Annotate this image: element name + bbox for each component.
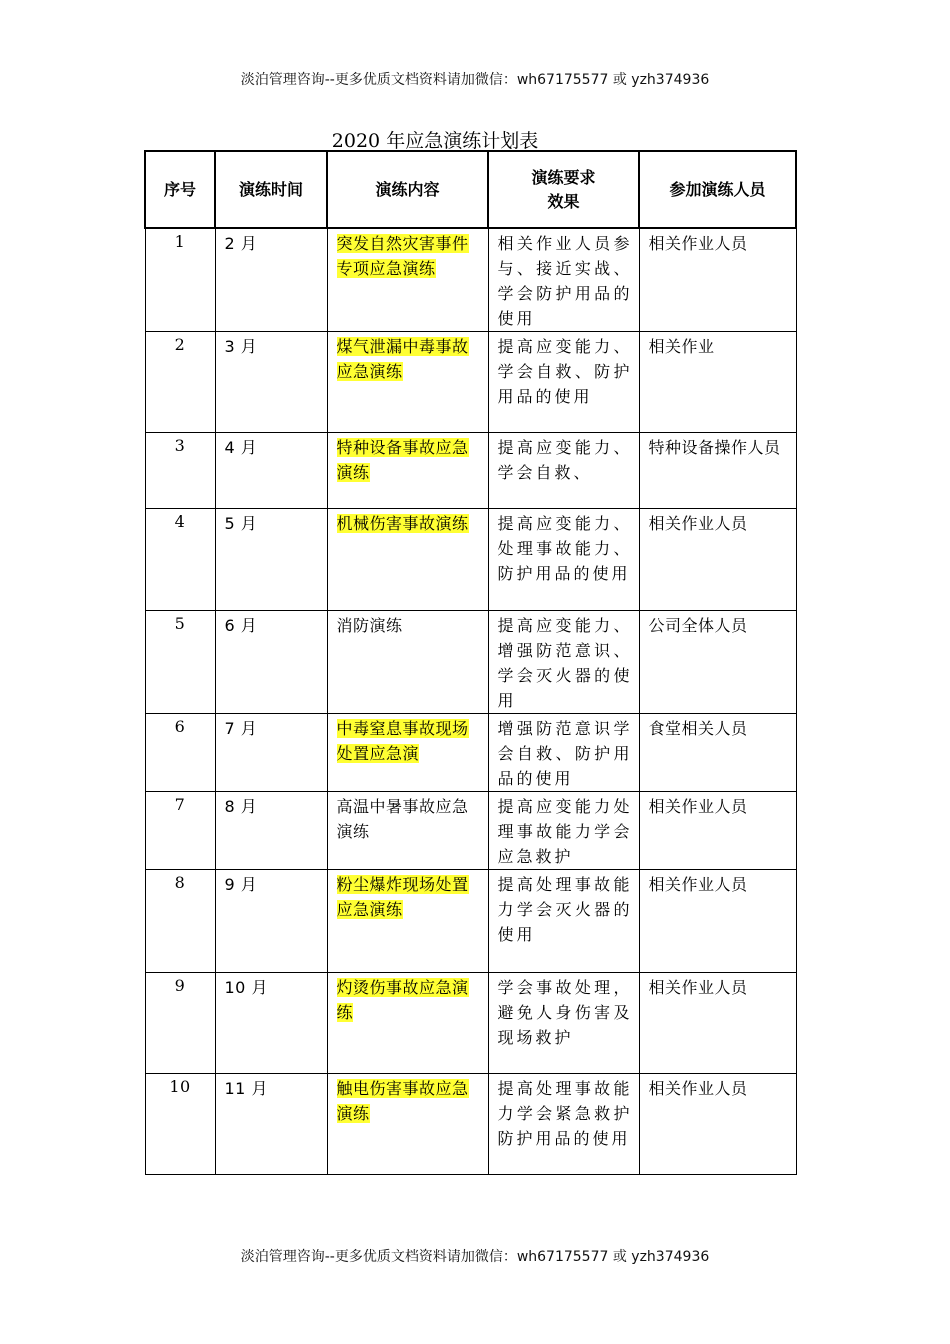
row-participants-cell xyxy=(639,509,796,611)
row-participants: 相关作业人员 xyxy=(648,234,748,253)
row-requirement: 提高处理事故能力学会灭火器的使用 xyxy=(497,875,633,944)
row-content: 触电伤害事故应急演练 xyxy=(336,1079,469,1123)
row-index: 9 xyxy=(145,973,215,1074)
table-row xyxy=(145,973,796,1074)
row-participants-cell xyxy=(639,973,796,1074)
row-time-cell xyxy=(215,509,327,611)
row-time-cell xyxy=(215,973,327,1074)
row-time: 9 月 xyxy=(224,875,258,894)
row-content: 中毒窒息事故现场处置应急演 xyxy=(336,719,469,763)
row-index: 8 xyxy=(145,870,215,973)
header-time: 演练时间 xyxy=(215,151,327,228)
document-title-text: 2020 年应急演练计划表 xyxy=(331,130,539,152)
row-content: 粉尘爆炸现场处置应急演练 xyxy=(336,875,469,919)
row-participants-cell xyxy=(639,433,796,509)
row-content: 机械伤害事故演练 xyxy=(336,514,469,533)
row-participants: 特种设备操作人员 xyxy=(648,438,781,457)
row-content: 特种设备事故应急演练 xyxy=(336,438,469,482)
row-content-cell xyxy=(327,332,488,433)
row-requirement: 相关作业人员参与、接近实战、学会防护用品的使用 xyxy=(497,234,633,328)
row-participants-cell xyxy=(639,870,796,973)
header-idx: 序号 xyxy=(145,151,215,228)
row-requirement-cell xyxy=(488,792,639,870)
row-participants: 公司全体人员 xyxy=(648,616,748,635)
table-body xyxy=(145,228,796,1175)
table-row xyxy=(145,228,796,332)
row-participants: 相关作业人员 xyxy=(648,514,748,533)
row-participants-cell xyxy=(639,714,796,792)
row-requirement: 提高应变能力、增强防范意识、学会灭火器的使用 xyxy=(497,616,633,710)
row-index: 6 xyxy=(145,714,215,792)
header-requirement-line1: 演练要求 xyxy=(531,167,596,187)
table-row xyxy=(145,792,796,870)
table-row xyxy=(145,509,796,611)
row-content-cell xyxy=(327,611,488,714)
row-requirement: 提高应变能力、处理事故能力、防护用品的使用 xyxy=(497,514,633,583)
row-requirement-cell xyxy=(488,1074,639,1175)
row-content: 消防演练 xyxy=(336,616,403,635)
row-content: 高温中暑事故应急演练 xyxy=(336,797,469,841)
row-content-cell xyxy=(327,870,488,973)
row-participants: 食堂相关人员 xyxy=(648,719,748,738)
table-row xyxy=(145,870,796,973)
row-requirement-cell xyxy=(488,433,639,509)
row-time: 6 月 xyxy=(224,616,258,635)
row-time-cell xyxy=(215,228,327,332)
row-content-cell xyxy=(327,1074,488,1175)
row-index: 5 xyxy=(145,611,215,714)
page-header: 淡泊管理咨询--更多优质文档资料请加微信：wh67175577 或 yzh374936 xyxy=(240,72,710,88)
row-participants-cell xyxy=(639,792,796,870)
row-participants: 相关作业人员 xyxy=(648,797,748,816)
row-requirement: 提高应变能力、学会自救、 xyxy=(497,438,633,482)
row-content: 煤气泄漏中毒事故应急演练 xyxy=(336,337,469,381)
row-requirement-cell xyxy=(488,611,639,714)
row-time: 3 月 xyxy=(224,337,258,356)
table-row xyxy=(145,1074,796,1175)
drill-plan-table xyxy=(144,150,797,1175)
header-requirement-line2: 效果 xyxy=(547,191,580,211)
row-requirement: 提高处理事故能力学会紧急救护防护用品的使用 xyxy=(497,1079,633,1148)
row-content: 突发自然灾害事件专项应急演练 xyxy=(336,234,469,278)
row-requirement-cell xyxy=(488,509,639,611)
table-row xyxy=(145,433,796,509)
row-participants: 相关作业人员 xyxy=(648,978,748,997)
row-time-cell xyxy=(215,714,327,792)
row-index: 1 xyxy=(145,228,215,332)
row-participants: 相关作业人员 xyxy=(648,1079,748,1098)
table-row xyxy=(145,714,796,792)
row-participants-cell xyxy=(639,332,796,433)
row-time-cell xyxy=(215,433,327,509)
row-participants-cell xyxy=(639,1074,796,1175)
row-index: 7 xyxy=(145,792,215,870)
row-time: 2 月 xyxy=(224,234,258,253)
document-title xyxy=(0,126,950,153)
header-participants: 参加演练人员 xyxy=(639,151,796,228)
row-content-cell xyxy=(327,228,488,332)
row-content-cell xyxy=(327,433,488,509)
table-row xyxy=(145,611,796,714)
table-row xyxy=(145,332,796,433)
table-header-row xyxy=(145,151,796,228)
row-content: 灼烫伤事故应急演练 xyxy=(336,978,469,1022)
row-requirement: 提高应变能力处理事故能力学会应急救护 xyxy=(497,797,633,866)
row-time: 5 月 xyxy=(224,514,258,533)
row-index: 3 xyxy=(145,433,215,509)
row-content-cell xyxy=(327,714,488,792)
row-index: 10 xyxy=(145,1074,215,1175)
page-footer: 淡泊管理咨询--更多优质文档资料请加微信：wh67175577 或 yzh374936 xyxy=(240,1249,710,1265)
row-content-cell xyxy=(327,509,488,611)
row-participants: 相关作业 xyxy=(648,337,715,356)
row-participants-cell xyxy=(639,228,796,332)
row-index: 4 xyxy=(145,509,215,611)
row-time-cell xyxy=(215,792,327,870)
row-time-cell xyxy=(215,870,327,973)
row-requirement-cell xyxy=(488,228,639,332)
row-time: 11 月 xyxy=(224,1079,268,1098)
row-time: 10 月 xyxy=(224,978,268,997)
row-index: 2 xyxy=(145,332,215,433)
row-requirement: 提高应变能力、学会自救、防护用品的使用 xyxy=(497,337,633,406)
row-content-cell xyxy=(327,792,488,870)
row-requirement-cell xyxy=(488,973,639,1074)
row-time-cell xyxy=(215,611,327,714)
row-time-cell xyxy=(215,332,327,433)
row-requirement: 增强防范意识学会自救、防护用品的使用 xyxy=(497,719,633,788)
row-time: 8 月 xyxy=(224,797,258,816)
row-requirement-cell xyxy=(488,714,639,792)
row-content-cell xyxy=(327,973,488,1074)
row-time-cell xyxy=(215,1074,327,1175)
row-requirement: 学会事故处理，避免人身伤害及现场救护 xyxy=(497,978,633,1047)
row-time: 4 月 xyxy=(224,438,258,457)
header-requirement xyxy=(488,151,639,228)
row-time: 7 月 xyxy=(224,719,258,738)
row-participants: 相关作业人员 xyxy=(648,875,748,894)
row-requirement-cell xyxy=(488,870,639,973)
header-content: 演练内容 xyxy=(327,151,488,228)
row-participants-cell xyxy=(639,611,796,714)
row-requirement-cell xyxy=(488,332,639,433)
